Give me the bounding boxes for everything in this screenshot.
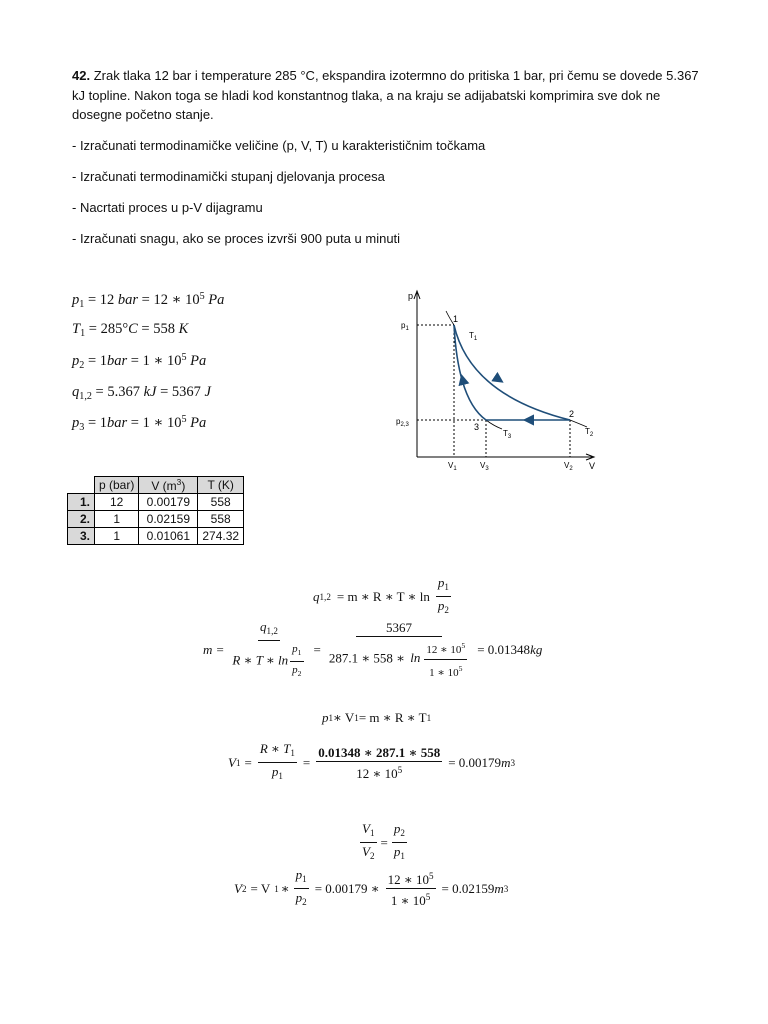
cell-p: 12	[95, 494, 139, 511]
task-4: - Izračunati snagu, ako se proces izvrši 900 puta u minuti	[72, 231, 401, 246]
label-p1: $p_1$	[401, 321, 409, 332]
task-2: - Izračunati termodinamički stupanj djelovanja procesa	[72, 169, 385, 184]
label-v1: $V_1$	[448, 461, 457, 472]
problem-statement	[72, 66, 712, 125]
point-3: 3	[474, 422, 480, 432]
label-t1: $T_1$	[469, 331, 478, 342]
row-label: 1.	[68, 494, 95, 511]
v-axis-label: V	[589, 461, 596, 471]
header-v: V $(m^3)$	[139, 477, 198, 494]
equation-ratio: $\frac{V_1}{V_2}$ = $\frac{p_2}{p_1}$	[362, 821, 405, 861]
label-t2: $T_2$	[585, 427, 594, 438]
cell-t: 558	[198, 511, 244, 528]
row-label: 2.	[68, 511, 95, 528]
equation-v1: V 1 = $\frac{R ∗ T_1}{p_1}$ = $\frac{0.01348 ∗ 287.1 ∗ 558}{12 ∗ 10^5}$ = 0.00179 m 3	[228, 741, 515, 781]
table-header-row	[68, 477, 244, 494]
table-row	[68, 528, 244, 545]
p-axis-label: p	[408, 291, 414, 301]
point-2: 2	[569, 409, 575, 419]
table-row	[68, 494, 244, 511]
cell-v: 0.01061	[139, 528, 198, 545]
given-p3: $p_3 = 1bar = 1$ ∗ $10^5$ Pa	[72, 414, 207, 433]
header-p: p (bar)	[95, 477, 139, 494]
cell-t: 274.32	[198, 528, 244, 545]
cell-p: 1	[95, 511, 139, 528]
label-p23: $p_{2,3}$	[396, 417, 409, 428]
task-1: - Izračunati termodinamičke veličine (p, V, T) u karakterističnim točkama	[72, 138, 486, 153]
equation-heat: q 1,2 = m ∗ R ∗ T ∗ ln $\frac{p_1}{p_2}$	[313, 575, 449, 615]
pv-diagram	[370, 285, 610, 475]
equation-mass: m = $q_{1,2}$ R ∗ T ∗ ln $\frac{p_1}{p_2}$ = 5367 287.1 ∗ 558 ∗ ln $\frac{12 ∗ 10^5}{1 ∗ 10^5}$ = 0.01348 kg	[203, 619, 543, 679]
cell-v: 0.00179	[139, 494, 198, 511]
given-p2: $p_2 = 1bar = 1$ ∗ $10^5$ Pa	[72, 352, 207, 371]
results-table	[67, 476, 244, 545]
task-3: - Nacrtati proces u p-V dijagramu	[72, 200, 263, 215]
given-q12: $q_{1,2} = 5.367$ kJ = 5367 J	[72, 384, 211, 402]
label-v3: $V_3$	[480, 461, 489, 472]
problem-text: Zrak tlaka 12 bar i temperature 285 °C, ekspandira izotermno do pritiska 1 bar, pri čemu se dovede 5.367 kJ topline. Nakon toga se hladi kod konstantnog tlaka, a na kraju se adijabatski komprimira sve dok ne dosegne početno stanje.	[72, 68, 699, 122]
equation-v2: V 2 = V 1 ∗ $\frac{p_1}{p_2}$ = 0.00179 ∗ $\frac{12 ∗ 10^5}{1 ∗ 10^5}$ = 0.02159 m 3	[234, 867, 509, 908]
point-1: 1	[453, 314, 459, 324]
problem-number: 42.	[72, 68, 91, 83]
given-t1: $T_1 = 285^\circ C = 558$ K	[72, 321, 189, 339]
table-row	[68, 511, 244, 528]
table-corner	[68, 477, 95, 494]
given-p1: $p_1 = 12$ bar = 12 ∗ $10^5$ Pa	[72, 291, 225, 310]
label-v2: $V_2$	[564, 461, 573, 472]
cell-v: 0.02159	[139, 511, 198, 528]
row-label: 3.	[68, 528, 95, 545]
equation-state: p 1 ∗ V 1 = m ∗ R ∗ T 1	[322, 710, 432, 725]
label-t3: $T_3$	[503, 429, 512, 440]
header-t: T (K)	[198, 477, 244, 494]
cell-t: 558	[198, 494, 244, 511]
cell-p: 1	[95, 528, 139, 545]
